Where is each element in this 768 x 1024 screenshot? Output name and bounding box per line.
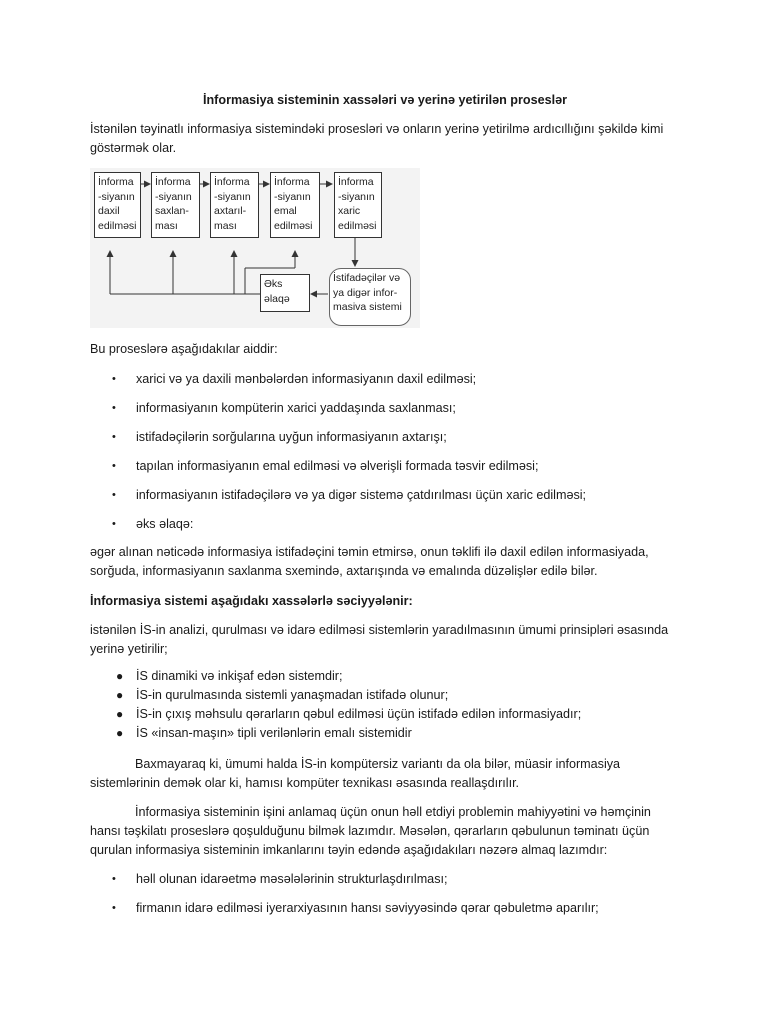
- list-item: ● İS «insan-maşın» tipli verilənlərin emalı sistemidir: [116, 726, 412, 740]
- processes-list: [90, 370, 680, 544]
- paragraph-understanding: İnformasiya sisteminin işini anlamaq üçün onun həll etdiyi problemin mahiyyətini və həmçinin hansı təşkilatı proseslərə qoşulduğunu bilmək lazımdır. Məsələn, qərarların qəbulunun təminatı üçün qurulan informasiya sisteminin imkanlarını təyin edəndə aşağıdakıları nəzərə almaq lazımdır:: [90, 805, 651, 857]
- diagram-box-processing: İnforma -siyanın emal edilməsi: [270, 172, 320, 238]
- list-item: • tapılan informasiyanın emal edilməsi və əlverişli formada təsvir edilməsi;: [112, 459, 539, 473]
- properties-heading: İnformasiya sistemi aşağıdakı xassələrlə səciyyələnir:: [90, 594, 413, 608]
- process-diagram: [90, 168, 420, 328]
- diagram-box-users: İstifadəçilər və ya digər infor- masiva sistemi: [329, 268, 411, 326]
- list-item: • həll olunan idarəetmə məsələlərinin strukturlaşdırılması;: [112, 872, 448, 886]
- diagram-box-search: İnforma -siyanın axtarıl- ması: [210, 172, 259, 238]
- diagram-box-storage: İnforma -siyanın saxlan- ması: [151, 172, 200, 238]
- diagram-box-output: İnforma -siyanın xaric edilməsi: [334, 172, 382, 238]
- properties-list: [90, 667, 680, 743]
- list-item: • xarici və ya daxili mənbələrdən informasiyanın daxil edilməsi;: [112, 372, 477, 386]
- list-item: • informasiyanın istifadəçilərə və ya digər sistemə çatdırılması üçün xaric edilməsi;: [112, 488, 587, 502]
- properties-intro: istənilən İS-in analizi, qurulması və idarə edilməsi sistemlərin yaradılmasının ümumi prinsipləri əsasında yerinə yetirilir;: [90, 623, 669, 656]
- list-item: • informasiyanın kompüterin xarici yaddaşında saxlanması;: [112, 401, 456, 415]
- list-item: • əks əlaqə:: [112, 517, 194, 531]
- diagram-box-input: İnforma -siyanın daxil edilməsi: [94, 172, 141, 238]
- list-item: ● İS-in çıxış məhsulu qərarların qəbul edilməsi üçün istifadə edilən informasiyadır;: [116, 707, 582, 721]
- page-title: İnformasiya sisteminin xassələri və yerinə yetirilən proseslər: [202, 93, 567, 107]
- diagram-box-feedback: Əks əlaqə: [260, 274, 310, 312]
- paragraph-computer: Baxmayaraq ki, ümumi halda İS-in kompütersiz variantı da ola bilər, müasir informasiya sistemlərinin demək olar ki, hamısı kompüter texnikası əsasında reallaşdırılır.: [90, 757, 621, 790]
- intro-paragraph: İstənilən təyinatlı informasiya sistemindəki prosesləri və onların yerinə yetirilmə ardıcıllığını şəkildə kimi göstərmək olar.: [90, 122, 664, 155]
- considerations-list: [90, 870, 680, 928]
- list-item: ● İS-in qurulmasında sistemli yanaşmadan istifadə olunur;: [116, 688, 449, 702]
- processes-intro: Bu proseslərə aşağıdakılar aiddir:: [90, 342, 278, 356]
- feedback-paragraph: əgər alınan nəticədə informasiya istifadəçini təmin etmirsə, onun təklifi ilə daxil edilən informasiyada, sorğuda, informasiyanın saxlanma sxemində, axtarışında və emalında düzəlişlər edilə bilər.: [90, 545, 649, 578]
- list-item: • firmanın idarə edilməsi iyerarxiyasının hansı səviyyəsində qərar qəbuletmə aparılır;: [112, 901, 599, 915]
- list-item: ● İS dinamiki və inkişaf edən sistemdir;: [116, 669, 343, 683]
- list-item: • istifadəçilərin sorğularına uyğun informasiyanın axtarışı;: [112, 430, 447, 444]
